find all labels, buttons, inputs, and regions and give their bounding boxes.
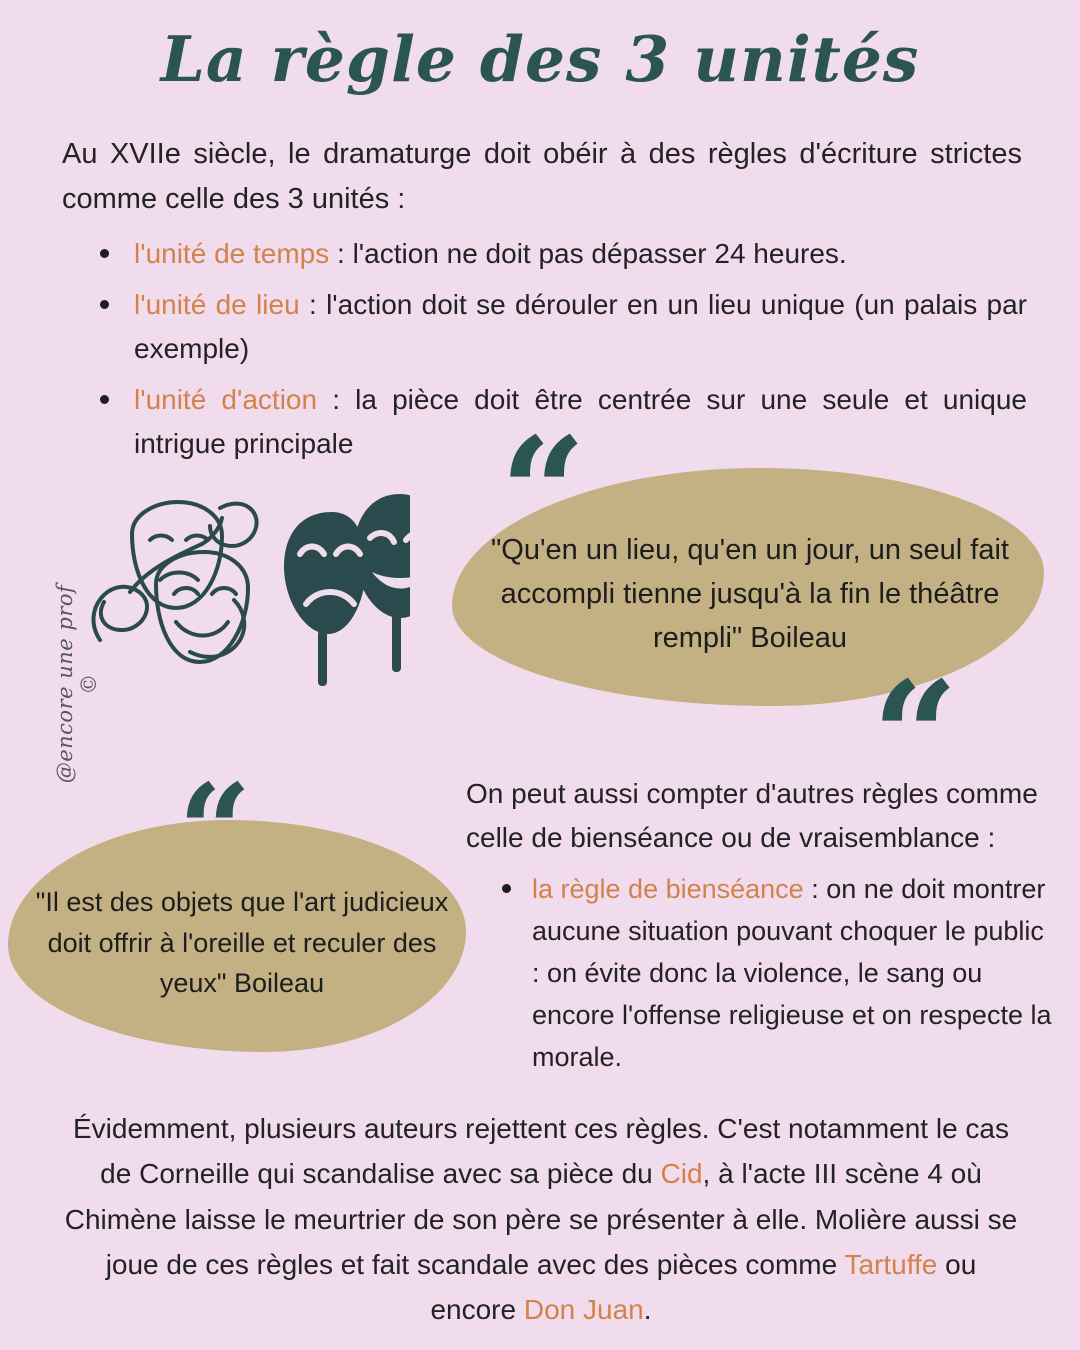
quote-top-text: "Qu'en un lieu, qu'en un jour, un seul fait accompli tienne jusqu'à la fin le théâtre rempli" Boileau <box>491 534 1009 655</box>
page-title: La règle des 3 unités <box>160 22 920 96</box>
list-item <box>92 283 1027 370</box>
conclusion-paragraph <box>60 1106 1022 1333</box>
unit-term: l'unité de lieu <box>134 289 300 321</box>
quote-open-icon: “ <box>500 405 587 581</box>
rule-term: la règle de bienséance <box>532 874 804 904</box>
other-rules-intro: On peut aussi compter d'autres règles comme celle de bienséance ou de vraisemblance : <box>466 778 1038 853</box>
quote-bottom-text: "Il est des objets que l'art judicieux doit offrir à l'oreille et reculer des yeux" Boileau <box>35 887 449 998</box>
conclusion-part-2: , à l'acte III scène 4 où Chimène laisse le meurtrier de son père se présenter à elle. Molière aussi se joue de ces règles et fait scandale avec des pièces comme <box>64 1158 1018 1281</box>
unit-term: l'unité de temps <box>134 238 330 269</box>
conclusion-part-4: . <box>643 1294 652 1326</box>
list-item <box>92 232 1027 275</box>
quote-close-icon: “ <box>872 649 959 825</box>
unit-term: l'unité d'action <box>134 384 318 416</box>
work-title-tartuffe: Tartuffe <box>844 1249 938 1281</box>
intro-paragraph: Au XVIIe siècle, le dramaturge doit obéir à des règles d'écriture strictes comme celle des 3 unités : <box>62 138 1022 216</box>
work-title-don-juan: Don Juan <box>523 1294 644 1326</box>
watermark: @encore une prof © <box>53 584 101 784</box>
rule-description: : on ne doit montrer aucune situation pouvant choquer le public : on évite donc la violence, le sang ou encore l'offense religieuse et on respecte la morale. <box>532 874 1052 1073</box>
quote-open-icon: “ <box>178 757 252 907</box>
conclusion-part-1: Évidemment, plusieurs auteurs rejettent ces règles. C'est notamment le cas de Corneille qui scandalise avec sa pièce du <box>73 1113 1009 1190</box>
theatre-masks-icon <box>70 480 410 700</box>
unit-description: : la pièce doit être centrée sur une seule et unique intrigue principale <box>134 384 1027 459</box>
other-rules-list <box>496 868 1052 1079</box>
unit-description: : l'action ne doit pas dépasser 24 heures. <box>329 238 847 269</box>
list-item <box>496 868 1052 1079</box>
conclusion-part-3: ou encore <box>430 1249 977 1326</box>
work-title-cid: Cid <box>660 1158 703 1190</box>
unit-description: : l'action doit se dérouler en un lieu unique (un palais par exemple) <box>134 289 1027 364</box>
